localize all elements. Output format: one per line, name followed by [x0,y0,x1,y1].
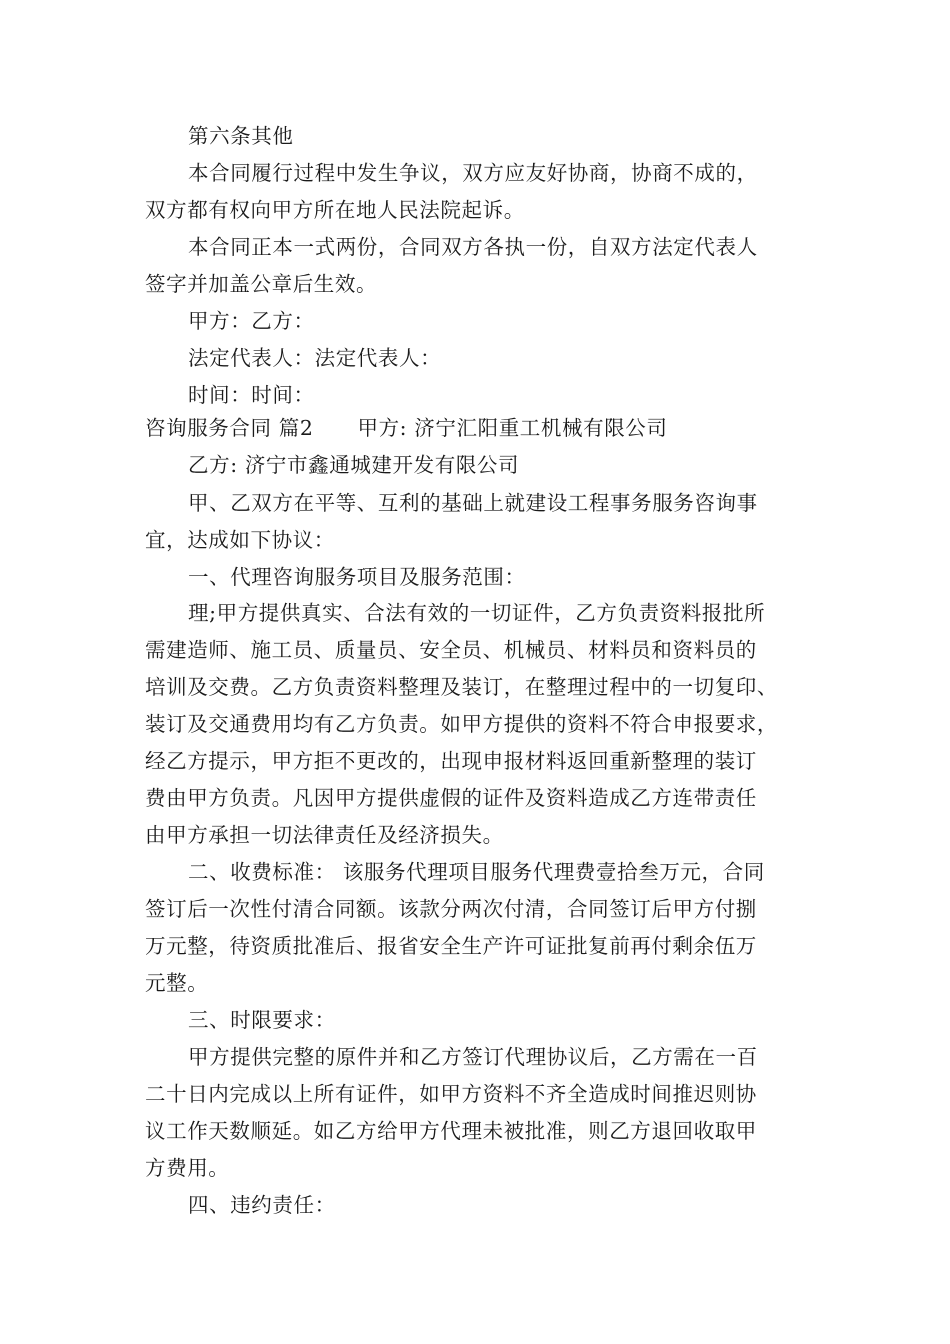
paragraph-line: 本合同履行过程中发生争议，双方应友好协商，协商不成的， [188,161,758,185]
party-a-line: 甲方: 济宁汇阳重工机械有限公司 [357,416,668,440]
paragraph-line: 签订后一次性付清合同额。该款分两次付清，合同签订后甲方付捌 [145,897,757,921]
party-b-line: 乙方: 济宁市鑫通城建开发有限公司 [188,453,520,477]
contract-title-line [145,414,668,442]
paragraph-line: 二十日内完成以上所有证件，如甲方资料不齐全造成时间推迟则协 [145,1082,757,1106]
contract-title: 咨询服务合同 篇2 [145,416,314,440]
section-heading-time-limit: 三、时限要求： [188,1008,336,1032]
signature-time-line: 时间：时间： [188,383,315,407]
paragraph-line: 理;甲方提供真实、合法有效的一切证件，乙方负责资料报批所 [188,601,766,625]
paragraph-line: 培训及交费。乙方负责资料整理及装订，在整理过程中的一切复印、 [145,675,778,699]
paragraph-line: 甲、乙双方在平等、互利的基础上就建设工程事务服务咨询事 [188,491,758,515]
paragraph-line: 费由甲方负责。凡因甲方提供虚假的证件及资料造成乙方连带责任 [145,786,757,810]
paragraph-line: 本合同正本一式两份，合同双方各执一份，自双方法定代表人 [188,235,758,259]
paragraph-line: 签字并加盖公章后生效。 [145,272,378,296]
paragraph-line: 甲方提供完整的原件并和乙方签订代理协议后，乙方需在一百 [188,1045,758,1069]
section-heading-scope: 一、代理咨询服务项目及服务范围： [188,565,526,589]
paragraph-line: 万元整，待资质批准后、报省安全生产许可证批复前再付剩余伍万 [145,934,757,958]
paragraph-line: 需建造师、施工员、质量员、安全员、机械员、材料员和资料员的 [145,638,757,662]
section-heading-liability: 四、违约责任： [188,1193,336,1217]
signature-parties-line: 甲方：乙方： [188,309,315,333]
section-heading-fees: 二、收费标准： 该服务代理项目服务代理费壹拾叁万元，合同 [188,860,765,884]
paragraph-line: 元整。 [145,971,209,995]
signature-representative-line: 法定代表人：法定代表人： [188,346,442,370]
paragraph-line: 由甲方承担一切法律责任及经济损失。 [145,823,504,847]
article-heading-other: 第六条其他 [188,124,294,148]
paragraph-line: 经乙方提示，甲方拒不更改的，出现申报材料返回重新整理的装订 [145,749,757,773]
paragraph-line: 方费用。 [145,1156,230,1180]
paragraph-line: 宜，达成如下协议： [145,528,335,552]
paragraph-line: 装订及交通费用均有乙方负责。如甲方提供的资料不符合申报要求， [145,712,778,736]
paragraph-line: 议工作天数顺延。如乙方给甲方代理未被批准，则乙方退回收取甲 [145,1119,757,1143]
paragraph-line: 双方都有权向甲方所在地人民法院起诉。 [145,198,525,222]
